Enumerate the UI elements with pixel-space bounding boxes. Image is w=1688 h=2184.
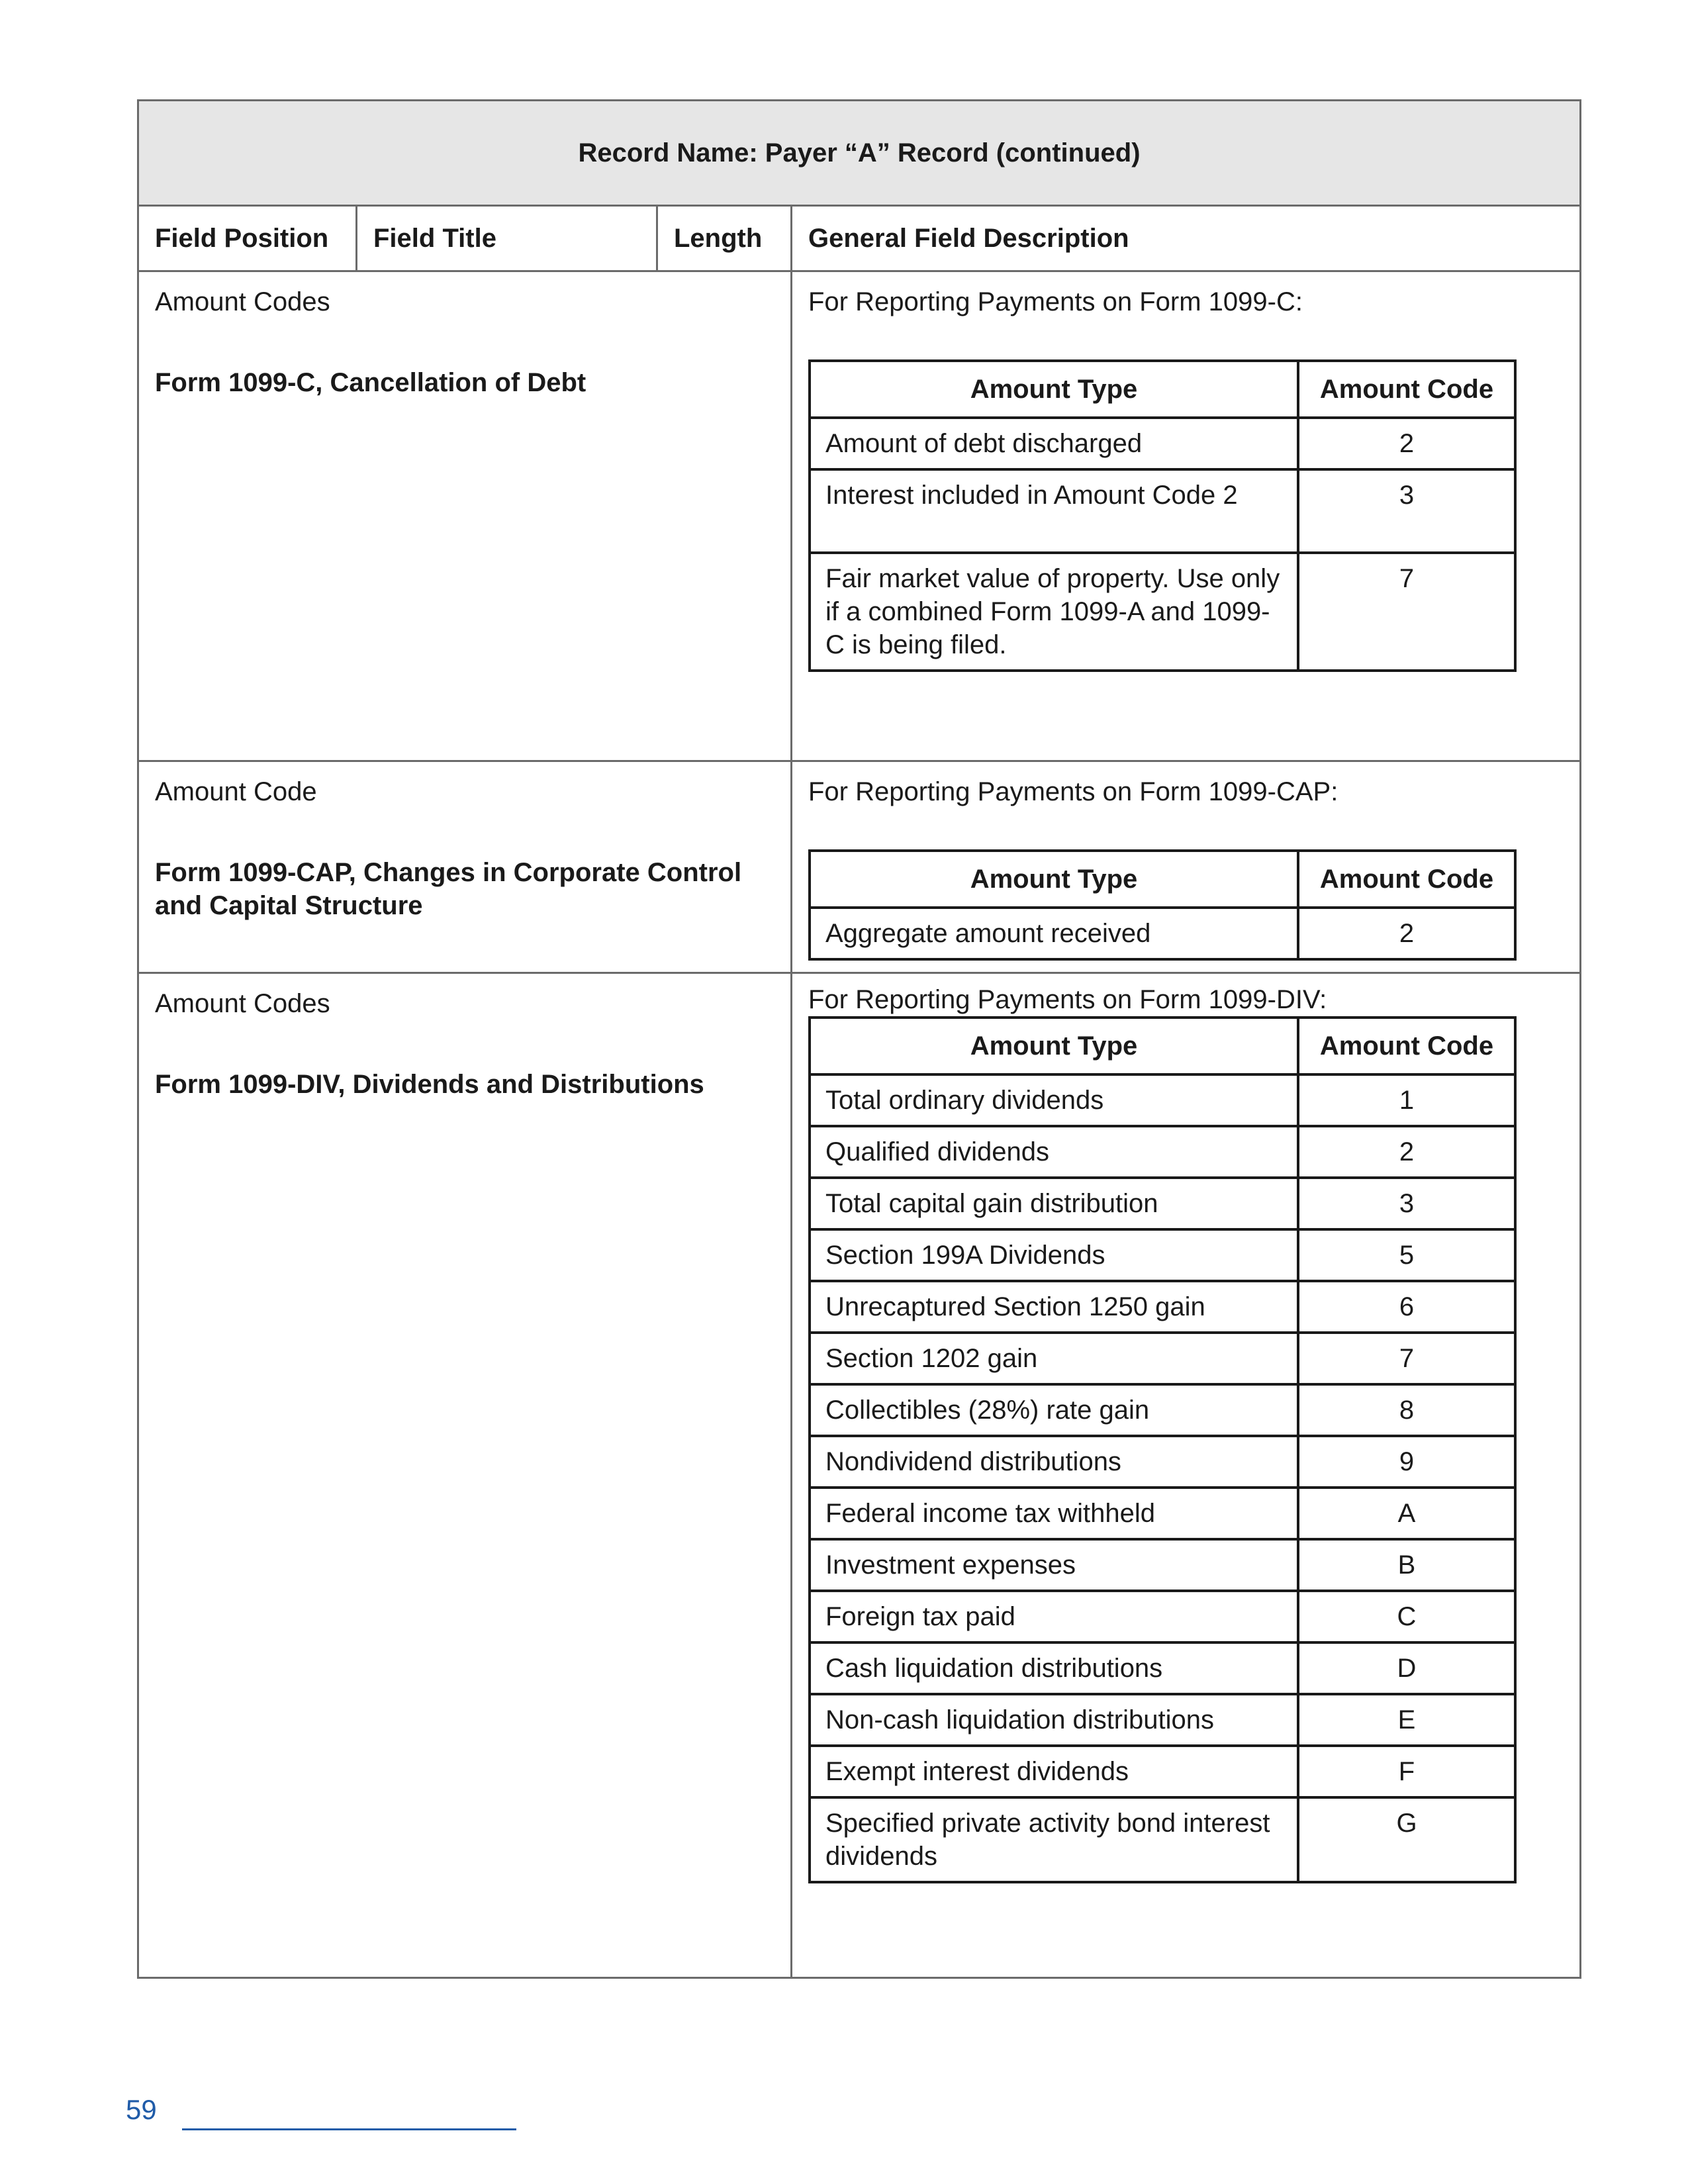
amount-code: 1 [1298, 1074, 1515, 1126]
amount-type: Specified private activity bond interest dividends [810, 1797, 1298, 1882]
amount-code: 3 [1298, 1178, 1515, 1229]
section-description-cell [792, 762, 1579, 972]
amount-type: Total capital gain distribution [810, 1178, 1298, 1229]
amount-type: Section 1202 gain [810, 1333, 1298, 1384]
amount-code-table [808, 359, 1517, 672]
table-header-row [810, 361, 1515, 418]
section-left-cell [139, 762, 792, 972]
section-left-cell [139, 974, 792, 1977]
amount-code: 2 [1298, 1126, 1515, 1178]
table-row [810, 1436, 1515, 1488]
amount-type: Interest included in Amount Code 2 [810, 469, 1298, 553]
table-header-row [810, 851, 1515, 908]
table-row [810, 1488, 1515, 1539]
table-row [810, 1539, 1515, 1591]
amount-code-header: Amount Code [1298, 361, 1515, 418]
amount-type: Nondividend distributions [810, 1436, 1298, 1488]
amount-type: Aggregate amount received [810, 908, 1298, 959]
section-1099-div [139, 974, 1579, 1977]
section-intro: For Reporting Payments on Form 1099-CAP: [808, 777, 1338, 806]
amount-code: 7 [1298, 553, 1515, 671]
amount-code: G [1298, 1797, 1515, 1882]
amount-type: Fair market value of property. Use only if a combined Form 1099-A and 1099-C is being filed. [810, 553, 1298, 671]
section-label: Amount Codes [155, 287, 330, 316]
amount-code: 6 [1298, 1281, 1515, 1333]
header-general-description: General Field Description [808, 223, 1129, 253]
amount-code: D [1298, 1642, 1515, 1694]
amount-code: 2 [1298, 418, 1515, 469]
record-table [137, 99, 1581, 1979]
amount-code: 7 [1298, 1333, 1515, 1384]
amount-code: 9 [1298, 1436, 1515, 1488]
section-label: Amount Code [155, 777, 317, 806]
amount-type: Investment expenses [810, 1539, 1298, 1591]
table-row [810, 1384, 1515, 1436]
header-length: Length [658, 207, 792, 270]
table-row [810, 1797, 1515, 1882]
amount-code: 8 [1298, 1384, 1515, 1436]
header-field-position: Field Position [139, 207, 357, 270]
amount-type: Amount of debt discharged [810, 418, 1298, 469]
amount-type: Section 199A Dividends [810, 1229, 1298, 1281]
amount-code: 5 [1298, 1229, 1515, 1281]
amount-code-table [808, 849, 1517, 961]
amount-code: 3 [1298, 469, 1515, 553]
table-row [810, 553, 1515, 671]
form-title: Form 1099-C, Cancellation of Debt [155, 368, 586, 397]
table-row [810, 1694, 1515, 1746]
table-row [810, 1074, 1515, 1126]
table-row [810, 1333, 1515, 1384]
page-number: 59 [126, 2094, 157, 2125]
section-1099-cap [139, 762, 1579, 974]
amount-type: Qualified dividends [810, 1126, 1298, 1178]
amount-type: Non-cash liquidation distributions [810, 1694, 1298, 1746]
section-intro: For Reporting Payments on Form 1099-DIV: [808, 985, 1327, 1014]
table-row [810, 1178, 1515, 1229]
table-row [810, 1126, 1515, 1178]
section-1099-c [139, 272, 1579, 762]
amount-code-header: Amount Code [1298, 1018, 1515, 1074]
table-row [810, 469, 1515, 553]
amount-type: Federal income tax withheld [810, 1488, 1298, 1539]
amount-type: Unrecaptured Section 1250 gain [810, 1281, 1298, 1333]
table-row [810, 1642, 1515, 1694]
section-label: Amount Codes [155, 989, 330, 1018]
amount-code: B [1298, 1539, 1515, 1591]
amount-type-header: Amount Type [810, 361, 1298, 418]
column-header-row [139, 207, 1579, 272]
footer-rule [182, 2128, 516, 2130]
amount-code-table [808, 1016, 1517, 1883]
header-field-title: Field Title [357, 207, 658, 270]
record-title: Record Name: Payer “A” Record (continued) [139, 101, 1579, 207]
amount-code: E [1298, 1694, 1515, 1746]
section-description-cell [792, 272, 1579, 760]
amount-type: Collectibles (28%) rate gain [810, 1384, 1298, 1436]
amount-type: Cash liquidation distributions [810, 1642, 1298, 1694]
table-row [810, 1281, 1515, 1333]
table-row [810, 418, 1515, 469]
amount-code: 2 [1298, 908, 1515, 959]
amount-type-header: Amount Type [810, 1018, 1298, 1074]
section-intro: For Reporting Payments on Form 1099-C: [808, 287, 1303, 316]
amount-code: C [1298, 1591, 1515, 1642]
amount-type: Foreign tax paid [810, 1591, 1298, 1642]
table-row [810, 1746, 1515, 1797]
table-header-row [810, 1018, 1515, 1074]
section-description-cell [792, 974, 1579, 1977]
table-row [810, 908, 1515, 959]
amount-code-header: Amount Code [1298, 851, 1515, 908]
amount-type: Exempt interest dividends [810, 1746, 1298, 1797]
form-title: Form 1099-CAP, Changes in Corporate Control and Capital Structure [155, 858, 742, 920]
form-title: Form 1099-DIV, Dividends and Distributions [155, 1070, 704, 1099]
section-left-cell [139, 272, 792, 760]
amount-type: Total ordinary dividends [810, 1074, 1298, 1126]
amount-type-header: Amount Type [810, 851, 1298, 908]
amount-code: A [1298, 1488, 1515, 1539]
table-row [810, 1591, 1515, 1642]
table-row [810, 1229, 1515, 1281]
amount-code: F [1298, 1746, 1515, 1797]
